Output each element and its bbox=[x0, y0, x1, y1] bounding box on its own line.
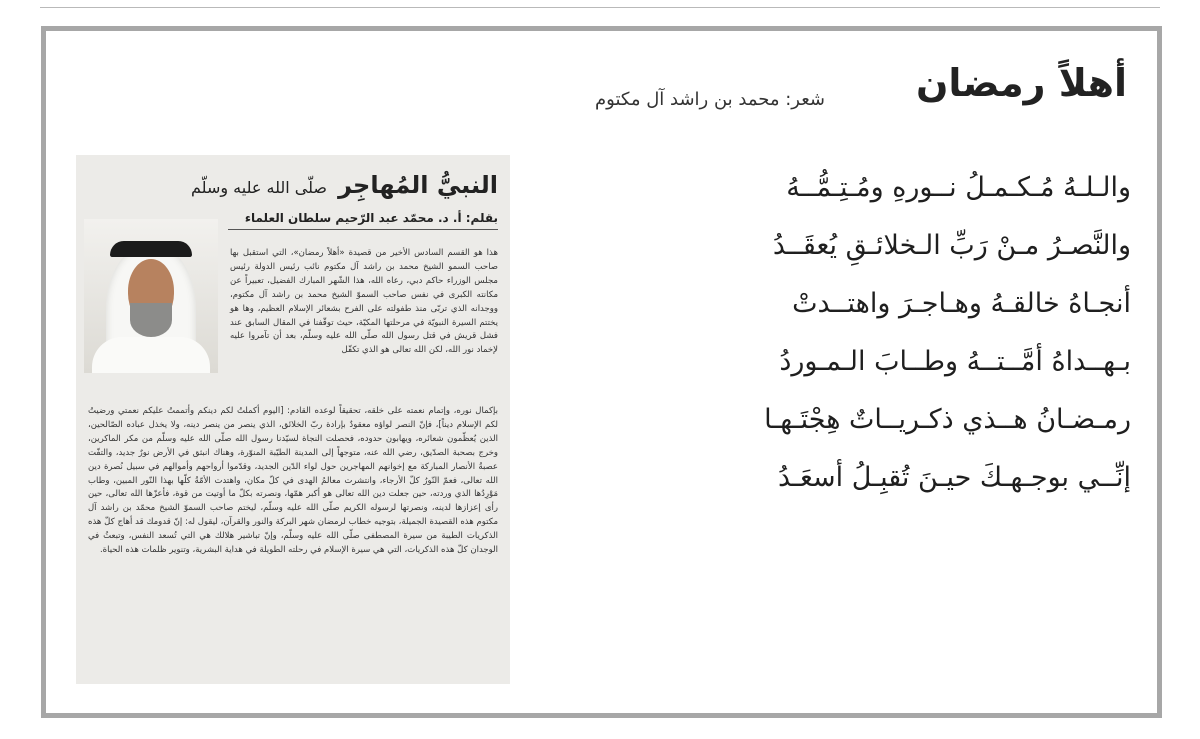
poem-line: والنَّصـرُ مـنْ رَبِّ الـخلائـقِ يُعقَــدُ bbox=[772, 230, 1131, 261]
sidebar-title: النبيُّ المُهاجِر bbox=[338, 171, 498, 199]
article-title: أهلاً رمضان bbox=[915, 61, 1127, 105]
commentary-sidebar bbox=[76, 155, 510, 684]
article-frame bbox=[41, 26, 1162, 718]
commentary-text-top: هذا هو القسم السادس الأخير من قصيدة «أهلاً رمضان»، التي استقبل بها صاحب السمو الشيخ محمد بن راشد آل مكتوم نائب رئيس الدولة رئيس مجلس الوزراء حاكم دبي، رعاه الله، هذا الشّهر المبارك الفضيل، تعبيراً عن مكانته الكبرى في نفس صاحب السموّ الشيخ محمد بن راشد آل مكتوم، ووجدانه الذي تربّى منذ طفولته على الفرح بشعائر الإسلام العظيم، وها هو يختتم السيرة النبويّة في مرحلتها المكيّة، حيث توقّفنا في المقال السابق عند فشل قريش في قتل رسول الله صلّى الله عليه وسلّم، بعد أن تآمروا عليه لإخماد نور الله، لكن الله تعالى هو الذي تكفّل bbox=[230, 248, 498, 356]
photo-robe bbox=[92, 337, 210, 373]
commentary-text-bottom: بإكمال نوره، وإتمام نعمته على خلقه، تحقيقاً لوعده القادم: [اليوم أكملتُ لكم دينكم وأتممتُ عليكم نعمتي ورضيتُ لكم الإسلام ديناً]، فإنّ النصر لواؤه معقودٌ بإرادة ربّ الخلائق، الذي ينصر من ينصر دينه، ولا يخذل عباده الصّالحين، الذين يُعظّمون شعائره، ويهابون حدوده، فحصلت النجاة لسيّدنا رسول الله صلّى الله عليه وسلّم من مكر الماكرين، وخرج بصحبة الصدّيق، رضي الله عنه، متوجهاً إلى المدينة الطيّبة المنوّرة، وهناك انبثق في الأرض نورٌ جديد، والتفّت عصبةُ الأنصار المباركة مع إخوانهم المهاجرين حول لواء الدّين الجديد، وقدّموا أرواحهم وأموالهم في سبيل نُصرة دين الله تعالى، فعمّ النّورُ كلّ الأرجاء، وانتشرت معالمُ الهدى في كلّ مكان، واهتدت الأمّةُ كلّها بهذا النّور المبين، وطاب مَوْرِدُها الذي وردته، حين جعلت دين الله تعالى هو أكبر همّها، ونصرته بكلّ ما أوتيت من قوة، فأعزّها الله تعالى، حين رأى إعزازها لدينه، ونصرتها لرسوله الكريم صلّى الله عليه وسلّم، ليختم صاحب السموّ الشيخ محمّد بن راشد آل مكتوم هذه القصيدة الجميلة، بتوجيه خطاب لرمضان شهر البركة والنور والقرآن، ليقول له: إنّ قدومك قد أهاج كلّ هذه الذكريات الطيبة من سيرة المصطفى صلّى الله عليه وسلّم، وإنّ تباشير هلالك هي التي تُسعد النفس، وتبعثُ في الوجدان كلّ هذه الذكريات، التي هي سيرة الإسلام في رحلته الطويلة في هداية البشرية، وتنوير ظلمات هذه الحياة. bbox=[88, 406, 498, 556]
poem-line: والـلـهُ مُـكـمـلُ نــورهِ ومُـتِـمُّــهُ bbox=[786, 172, 1131, 203]
poem-line: بـهــداهُ أمَّــتــهُ وطــابَ الـمـوردُ bbox=[779, 346, 1131, 377]
poem-line: أنجـاهُ خالقـهُ وهـاجـرَ واهتــدتْ bbox=[792, 288, 1131, 319]
poem-line: رمـضـانُ هــذي ذكـريــاتٌ هِجْتَـهـا bbox=[764, 404, 1131, 435]
poem-verses bbox=[541, 159, 1131, 507]
poem-line: إنِّــي بوجـهـكَ حيـنَ تُقبِـلُ أسعَـدُ bbox=[777, 462, 1131, 493]
poet-credit: شعر: محمد بن راشد آل مكتوم bbox=[595, 89, 825, 110]
sidebar-title-honorific: صلّى الله عليه وسلّم bbox=[191, 178, 328, 197]
photo-agal bbox=[110, 241, 192, 257]
author-photo bbox=[84, 219, 218, 373]
top-divider bbox=[40, 7, 1160, 8]
sidebar-heading bbox=[88, 171, 498, 199]
author-byline: بقلم: أ. د. محمّد عبد الرّحيم سلطان العلماء bbox=[228, 211, 498, 230]
photo-beard bbox=[130, 303, 172, 337]
